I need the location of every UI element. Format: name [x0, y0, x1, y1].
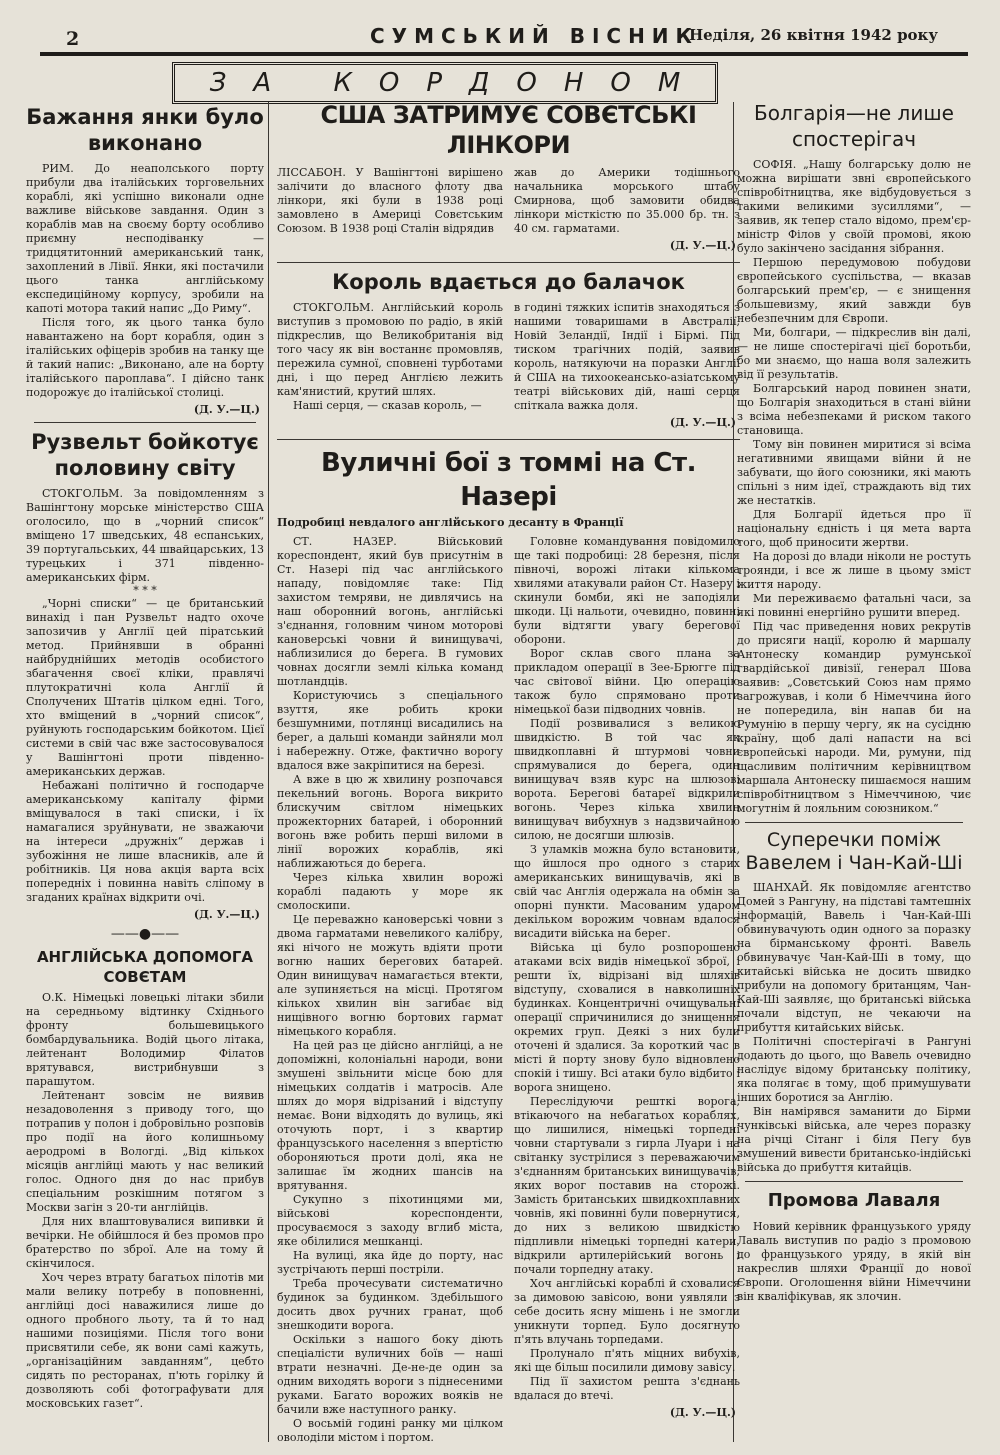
article-king-speech: [277, 269, 740, 435]
paragraph: Наші серця, — сказав король, —: [293, 399, 482, 412]
paragraph: Через кілька хвилин ворожі кораблі падають у море як смолоскипи.: [277, 871, 503, 912]
article-roosevelt-boycott: [26, 429, 264, 921]
byline: (Д. У.—Ц.): [193, 403, 260, 416]
article-subtitle: Подробиці невдалого англійського десанту в Франції: [277, 516, 624, 529]
paragraph: З уламків можна було встановити, що йшлося про одного з старих американських винищувачів, які в свій час Англія одержала на обмін за опорні пункти. Масованим ударом декільком ворожим човнам вдалося висадити військa на берег.: [514, 843, 740, 940]
article-wavell-chiang: [737, 829, 971, 1175]
paragraph: СТОКГОЛЬМ. Англійський король виступив з промовою по радіо, в якій підкреслив, що Великобританія від того часу як він востаннє промовляв, пережила сумної, сповнені турботами дні, і що перед Англією лежить кам'янистий, крутий шлях.: [277, 301, 503, 398]
paragraph: Тому він повинен миритися зі всіма негативними явищами війни й не забувати, що його союзники, які мають спільні з ним ідеї, страждають від тих же нестатків.: [737, 438, 971, 507]
paragraph: На цей раз це дійсно англійці, а не допоміжні, колоніальні народи, вони змушені звільнити місце бою для німецьких солдатів і матросів. Але шлях до моря відрізаний і відступу немає. Вони відходять до вулиць, які оточують порт, і з квартир французського населення з впертістю обороняються проти долі, яка не залишає їм жодних шансів на врятування.: [277, 1039, 503, 1192]
article-divider: [34, 422, 256, 423]
column-right: [737, 100, 971, 1308]
issue-date: Неділя, 26 квітня 1942 року: [688, 26, 938, 44]
paragraph: РИМ. До неаполського порту прибули два італійських торговельних кораблі, які успішно виконали одне важливе військове завдання. Один з кораблів мав на своєму борту особливо приємну несподіванку — тридцятитонний американський танк, захоплений в Лівії. Янки, які постачили цього танка англійському експедиційному корпусу, зробили на капоті мотора такий напис „До Риму“.: [26, 162, 264, 315]
article-title: Вуличні бої з томмі на Ст. Назері: [321, 448, 696, 512]
column-divider: [268, 102, 269, 1442]
paragraph: СТОКГОЛЬМ. За повідомленням з Вашінгтону морське міністерство США оголосило, що в „чорний список“ вміщено 17 шведських, 48 еспанських, 39 португальських, 44 швайцарських, 13 турецьких і 371 південно-американських фірм.: [26, 487, 264, 584]
article-title: Суперечки поміж Вавелем і Чан-Кай-Ші: [745, 829, 963, 874]
article-laval-speech: [737, 1188, 971, 1304]
column-center: [277, 100, 740, 1449]
article-title: Промова Лаваля: [767, 1190, 941, 1211]
paragraph: жав до Америки тодішнього начальника морського штабу Смирнова, щоб замовити обидва лінкори місткістю по 35.000 бр. тн. з 40 см. гарматами.: [514, 166, 740, 235]
paragraph: Війська ці було розпорошено атаками всіх видів німецької зброї, і решти їх, відрізані від шляхів відступу, сховалися в навколишніх будинках. Концентричні очищувальні операції спричинилися до знищення окремих груп. Деякі з них були оточені й здалися. За короткий час в місті й порту знову було відновлено спокій і тишу. Всі атаки було відбито і ворога знищено.: [514, 941, 740, 1094]
article-title: Бажання янки було виконано: [26, 105, 264, 155]
article-divider: [745, 822, 963, 823]
paragraph: Сукупно з піхотинцями ми, військові кореспонденти, просуваємося з заходу вглиб міста, яке обілилися мешканці.: [277, 1193, 503, 1248]
paragraph: Ми, болгари, — підкреслив він далі, — не лише спостерігачі цієї боротьби, бо ми знаємо, що наша воля залежить від її результатів.: [737, 326, 971, 381]
paragraph: ЛІССАБОН. У Вашінгтоні вирішено залічити до власного флоту два лінкори, які були в 1938 році замовлено в Америці Совєтським Союзом. В 1938 році Сталін відрядив: [277, 166, 503, 235]
section-stars: * * *: [133, 584, 157, 597]
article-divider: [277, 439, 740, 440]
paragraph: Лейтенант зовсім не виявив незадоволення з приводу того, що потрапив у полон і добровільно розповів про події на його колишньому аеродромі в Вологді. „Від кількох місяців англійці мають у нас великий голос. Одного дня до нас прибув спеціальним розкішним потягом з Москви загін з 20-ти англійців.: [26, 1089, 264, 1214]
article-st-nazaire: [277, 446, 740, 1445]
paragraph: О.К. Німецькі ловецькі літаки збили на середньому відтинку Східнього фронту большевицького бомбардувальника. Водій цього літака, лейтенант Володимир Філатов врятувався, вистрибнувши з парашутом.: [26, 991, 264, 1088]
paragraph: Пролунало п'ять міцних вибухів, які ще більш посилили димову завісу.: [514, 1347, 740, 1374]
article-english-help: [26, 947, 264, 1411]
ornament-divider: ——●——: [110, 926, 180, 942]
paragraph: На дорозі до влади ніколи не ростуть троянди, і все ж лише в цьому зміст життя народу.: [737, 550, 971, 591]
article-usa-battleships: [277, 100, 740, 258]
paragraph: Для Болгарії йдеться про її національну єдність і ця мета варта того, щоб приносити жертви.: [737, 508, 971, 549]
paragraph: „Чорні списки“ — це британський винахід і пан Рузвельт надто охоче запозичив у Англії цей піратський метод. Прийнявши в обранні найбруднійших методів особистого збагачення своєї кліки, правлячі плутократичні кола Англії й Сполучених Штатів цілком едні. Того, хто вміщений в „чорний список“, руйнують господарським бойкотом. Цієї системи в свій час вже застосовувалося у Вашінгтоні проти південно-американських держав.: [26, 597, 264, 778]
masthead: [40, 24, 968, 56]
paragraph: Головне командування повідомило ще такі подробиці: 28 березня, після півночі, ворожі літаки кількома хвилями атакували район Ст. Назеру і скинули бомби, які не заподіяли шкоди. Ці нальоти, очевидно, повинні були відтягти увагу берегової оборони.: [514, 535, 740, 646]
article-divider: [277, 262, 740, 263]
paragraph: Після того, як цього танка було навантажено на борт корабля, один з італійських офіцерів зробив на танку ще й такий напис: „Виконано, але на борту італійського пароплава“. І дійсно танк подорожує до італійської столиці.: [26, 316, 264, 399]
byline: (Д. У.—Ц.): [669, 416, 736, 429]
article-title: АНГЛІЙСЬКА ДОПОМОГА СОВЄТАМ: [36, 948, 254, 986]
article-divider: [745, 1181, 963, 1182]
paragraph: СТ. НАЗЕР. Військовий кореспондент, який був присутнім в Ст. Назері під час англійського нападу, повідомляє таке: Під захистом темряви, не дивлячись на наш оборонний вогонь, англійські з'єднання, головним чином моторові кановерські човни й винищувачі, наблизилися до берега. В гумових човнах досягли землі кілька команд шотландців.: [277, 535, 503, 688]
paragraph: Оскільки з нашого боку діють спеціалісти вуличних боїв — наші втрати незначні. Де-не-де один за одним виходять вороги з піднесеними руками. Багато ворожих вояків не бачили вже наступного ранку.: [277, 1333, 503, 1416]
paragraph: СОФІЯ. „Нашу болгарську долю не можна вирішати звні європейського співробітництва, яке відбудовується з такими великими зусиллями“, — заявив, як тепер стало відомо, прем'єр-міністр Філов у своїй промові, якою було закінчено засідання зібрання.: [737, 158, 971, 255]
paragraph: Він намірявся заманити до Бірми чунківські війська, але через поразку на річці Сітанг і біля Пегу був змушений вивести британсько-індійські війська до прибуття китайців.: [737, 1105, 971, 1174]
article-title: Болгарія—не лише спостерігач: [754, 101, 954, 151]
paragraph: Новий керівник французького уряду Лаваль виступив по радіо з промовою до французького уряду, в якій він накреслив шляхи Франції до нової Європи. Оголошення війни Німеччини він кваліфікував, як злочин.: [737, 1220, 971, 1303]
paragraph: Небажані політично й господарче американському капіталу фірми вміщувалося в такі списки, і їх намагалися зруйнувати, не зважаючи на інтереси „дружніх“ держав і зубожіння не лише власників, але й робітників. Ця нова акція варта всіх попередніх і повинна навіть сліпому в згаданих країнах відкрити очі.: [26, 779, 264, 904]
paragraph: О восьмій годині ранку ми цілком оволоділи містом і портом.: [277, 1417, 503, 1444]
paragraph: Хоч через втрату багатьох пілотів ми мали велику потребу в поповненні, англійці досі наважилися лише до одного пробного льоту, та й то над нашими позиціями. Після того вони присвятили себе, як вони самі кажуть, „організаційним завданням“, цебто сидять по ресторанах, п'ють горілку й дозволяють собі фотографувати для московських газет“.: [26, 1271, 264, 1410]
paragraph: в годині тяжких іспитів знаходяться з нашими товаришами в Австралії, Новій Зеландії, Індії і Бірмі. Під тиском трагічних подій, заявив король, натякуючи на поразки Англії й США на тихоокеансько-азіатському театрі військових дій, наші серця спіткала важка доля.: [514, 301, 740, 412]
article-bulgaria: [737, 100, 971, 816]
paragraph: Ми переживаємо фатальні часи, за які повинні енергійно рушити вперед.: [737, 592, 971, 619]
paragraph: Треба прочесувати систематично будинок за будинком. Здебільшого досить двох ручних гранат, щоб знешкодити ворога.: [277, 1277, 503, 1332]
paragraph: Першою передумовою побудови європейського суспільства, — вказав болгарський прем'єр, — є знищення большевизму, який завжди був небезпечним для Європи.: [737, 256, 971, 325]
byline: (Д. У.—Ц.): [669, 239, 736, 252]
newspaper-title: СУМСЬКИЙ ВІСНИК: [370, 24, 699, 48]
paragraph: Це переважно кановерські човни з двома гарматами невеликого калібру, які нічого не можуть вдіяти проти вогню наших берегових батарей. Один винищувач намагається втекти, але зупиняється на місці. Протягом кількох хвилин він загибає від нищівного вогню бортових гармат німецького корабля.: [277, 913, 503, 1038]
byline: (Д. У.—Ц.): [669, 1406, 736, 1419]
byline: (Д. У.—Ц.): [193, 908, 260, 921]
paragraph: Хоч англійські кораблі й сховалися за димовою завісою, вони уявляли з себе досить ясну мішень і не змогли уникнути торпед. Було досягнуто п'ять влучань торпедами.: [514, 1277, 740, 1346]
paragraph: Політичні спостерігачі в Рангуні додають до цього, що Вавель очевидно наслідує відому британську політику, яка полягає в тому, щоб примушувати інших боротися за Англію.: [737, 1035, 971, 1104]
section-title: ЗА КОРДОНОМ: [209, 68, 708, 98]
paragraph: На вулиці, яка йде до порту, нас зустрічають перші постріли.: [277, 1249, 503, 1276]
paragraph: Болгарський народ повинен знати, що Болгарія знаходиться в стані війни з всіма небезпеками й риском такого становища.: [737, 382, 971, 437]
paragraph: Події розвивалися з великою швидкістю. В той час як швидкоплавні й штурмові човни спрямувалися до берега, один винищувач взяв курс на шлюзові ворота. Берегові батареї відкрили вогонь. Через кілька хвилин винищувач вибухнув з надзвичайною силою, не досягши шлюзів.: [514, 717, 740, 842]
paragraph: ШАНХАЙ. Як повідомляє агентство Домей з Рангуну, на підставі тамтешніх інформацій, Вавель і Чан-Кай-Ші обвинувачують один одного за поразку на бірманському фронті. Вавель обвинувачує Чан-Кай-Ші в тому, що китайські війська не досить швидко прибули на допомогу британцям, Чан-Кай-Ші заявляє, що британські війська почали відступ, не чекаючи на прибуття китайських військ.: [737, 881, 971, 1034]
paragraph: Для них влаштовувалися випивки й вечірки. Не обійшлося й без промов про братерство по зброї. Але на тому й скінчилося.: [26, 1215, 264, 1270]
article-title: США ЗАТРИМУЄ СОВЄТСЬКІ ЛІНКОРИ: [320, 101, 697, 159]
article-title: Рузвельт бойкотує половину світу: [31, 430, 259, 480]
section-banner: [172, 62, 718, 104]
paragraph: Користуючись з спеціального взуття, яке робить кроки безшумними, потлянці висадились на берег, а дальші команди зайняли мол і набережну. Отже, фактично ворогу вдалося вже закріпитися на березі.: [277, 689, 503, 772]
article-yankee-wish: [26, 104, 264, 416]
page-number: 2: [66, 28, 80, 50]
article-title: Король вдається до балачок: [332, 270, 685, 294]
column-left: [26, 100, 264, 1415]
paragraph: Ворог склав свого плана за прикладом операції в Зее-Брюгге під час світової війни. Цю операцію також було спрямовано проти німецької бази підводних човнів.: [514, 647, 740, 716]
paragraph: Під її захистом решта з'єднань вдалася до втечі.: [514, 1375, 740, 1402]
paragraph: Під час приведення нових рекрутів до присяги нації, королю й маршалу Антонеску командир румунської гвардійської дивізії, генерал Шова заявив: „Совєтський Союз нам прямо загрожував, і коли б Німеччина його не попередила, він напав би на Румунію в першу чергу, як на сусідню країну, щоб далі напасти на всі європейські народи. Ми, румуни, під щасливим політичним керівництвом маршала Антонеску пишаємося нашим співробітництвом з Німеччиною, чиє могутнім й лояльним союзником.“: [737, 620, 971, 815]
paragraph: Переслідуючи решткі ворога, втікаючого на небагатьох кораблях, що лишилися, німецькі торпедні човни стартували з гирла Луари і на світанку зустрілися з переважаючим з'єднанням британських винищувачів, яких ворог поставив на сторожі. Замість британських швидкохплавних човнів, які повинні були повернутися, до них з великою швидкістю підпливли німецькі торпедні катери, відкрили артилерійський вогонь і почали торпедну атаку.: [514, 1095, 740, 1276]
paragraph: А вже в цю ж хвилину розпочався пекельний вогонь. Ворога викрито блискучим світлом німецьких прожекторних батарей, і оборонний вогонь вже робить перші виломи в лінії ворожих кораблів, які наближаються до берега.: [277, 773, 503, 870]
